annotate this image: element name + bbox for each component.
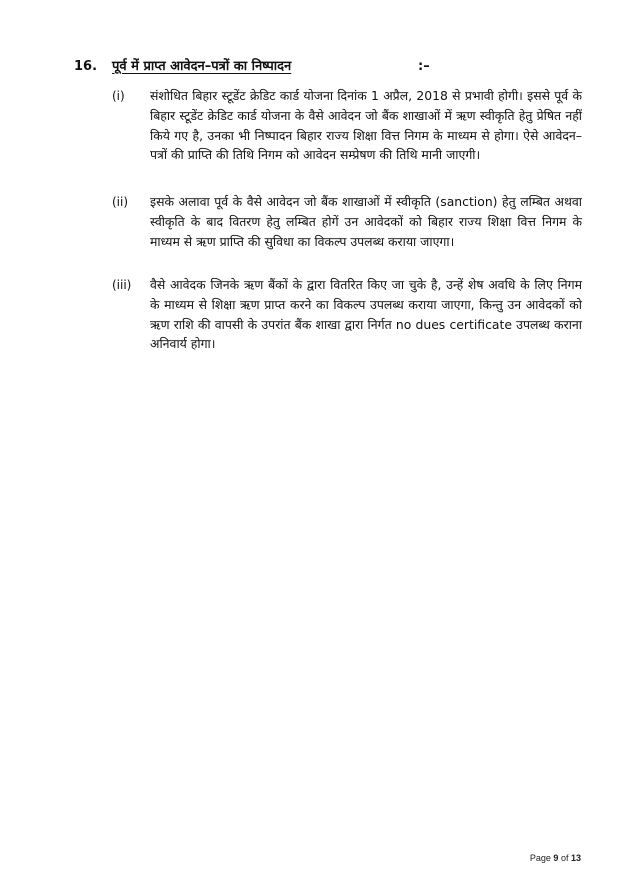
section-separator: :–	[418, 59, 430, 74]
section-heading	[74, 56, 584, 78]
list-item-text: वैसे आवेदक जिनके ऋण बैंकों के द्वारा वितरित किए जा चुके है, उन्हें शेष अवधि के लिए निगम के माध्यम से शिक्षा ऋण प्राप्त करने का विकल्प उपलब्ध कराया जाएगा, किन्तु उन आवेदकों को ऋण राशि की वापसी के उपरांत बैंक शाखा द्वारा निर्गत no dues certificate उपलब्ध कराना अनिवार्य होगा।	[150, 277, 582, 352]
list-item-marker: (ii)	[112, 195, 129, 209]
page-label: Page	[529, 853, 551, 863]
total-pages-number: 13	[570, 853, 581, 863]
page-footer	[530, 853, 581, 863]
list-item-marker: (iii)	[112, 278, 132, 292]
list-item-text: इसके अलावा पूर्व के वैसे आवेदन जो बैंक शाखाओं में स्वीकृति (sanction) हेतु लम्बित अथवा स्वीकृति के बाद वितरण हेतु लम्बित होगें उन आवेदकों को बिहार राज्य शिक्षा वित्त निगम के माध्यम से ऋण प्राप्ति की सुविधा का विकल्प उपलब्ध कराया जाएगा।	[150, 194, 582, 249]
section-number: 16.	[74, 59, 98, 74]
page-of-label: of	[560, 853, 569, 863]
list-item-text: संशोधित बिहार स्टूडेंट क्रेडिट कार्ड योजना दिनांक 1 अप्रैल, 2018 से प्रभावी होगी। इससे पूर्व के बिहार स्टूडेंट क्रेडिट कार्ड योजना के वैसे आवेदन जो बैंक शाखाओं में ऋण स्वीकृति हेतु प्रेषित नहीं किये गए है, उनका भी निष्पादन बिहार राज्य शिक्षा वित्त निगम के माध्यम से होगा। ऐसे आवेदन–पत्रों की प्राप्ति की तिथि निगम को आवेदन सम्प्रेषण की तिथि मानी जाएगी।	[150, 88, 582, 163]
list-item-marker: (i)	[112, 89, 125, 103]
current-page-number: 9	[553, 853, 559, 863]
section-title: पूर्व में प्राप्त आवेदन–पत्रों का निष्पादन	[112, 59, 292, 74]
